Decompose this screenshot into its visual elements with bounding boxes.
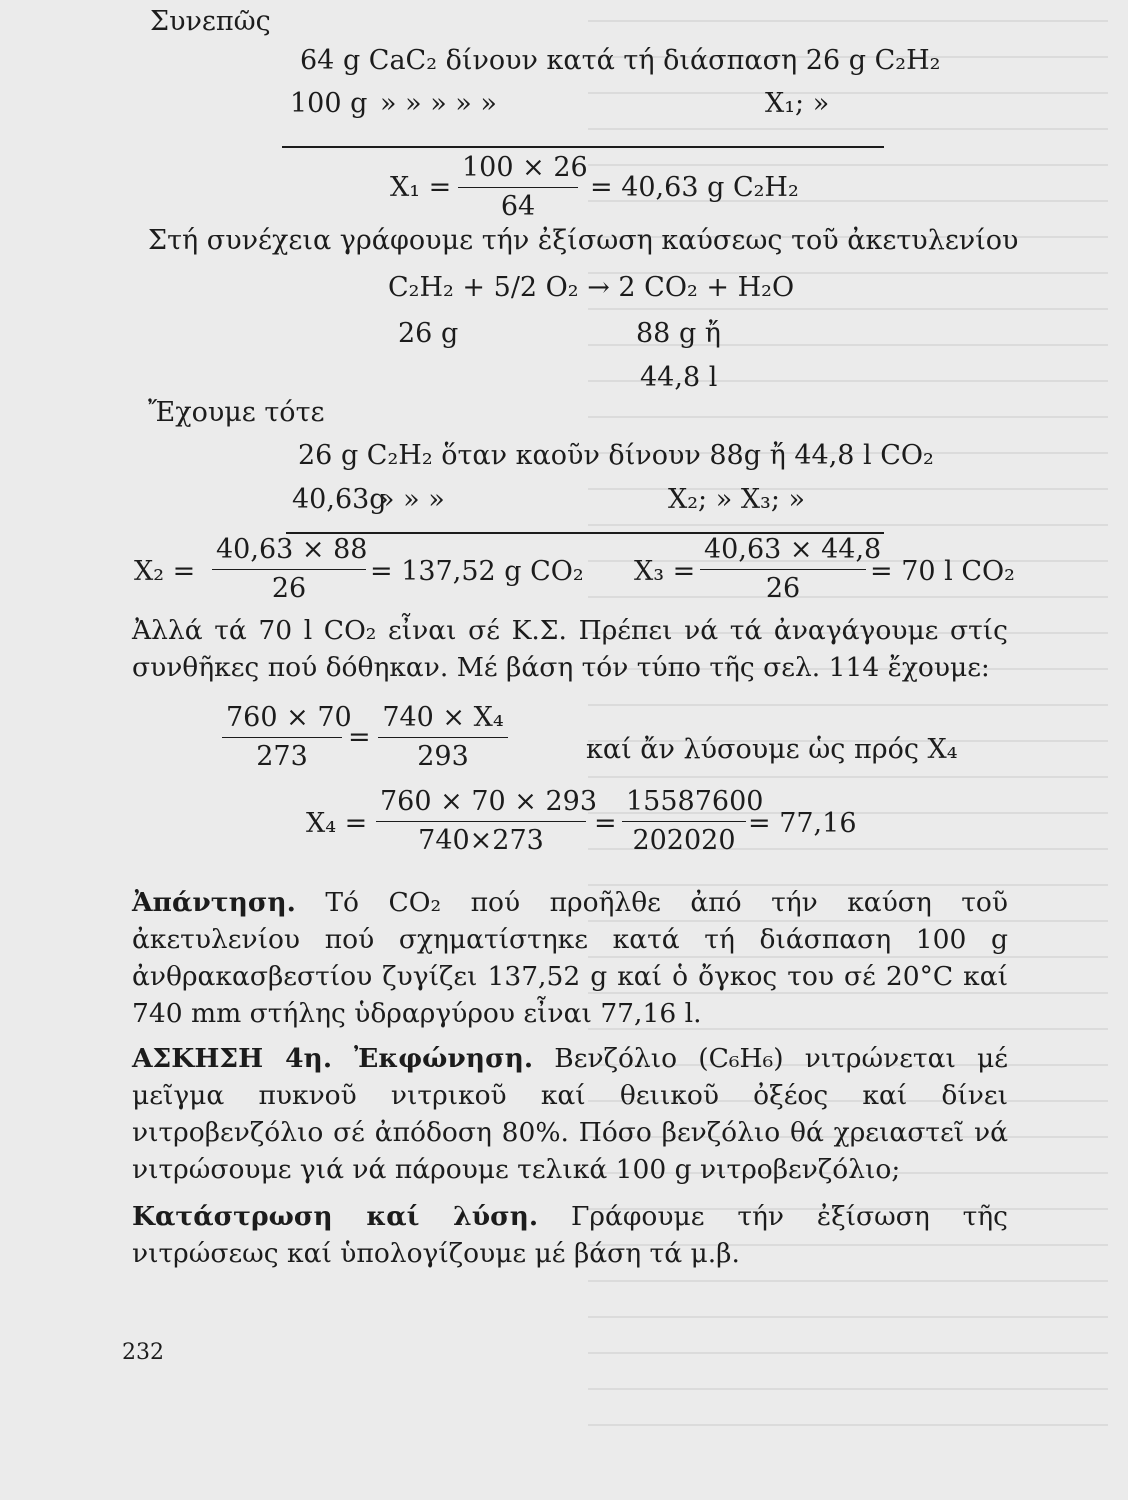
gas-right-denominator: 293: [417, 741, 469, 773]
x4-equals: =: [594, 808, 617, 839]
gas-right-numerator: 740 × X₄: [378, 702, 508, 738]
x4-numerator-2: 15587600: [622, 786, 746, 822]
page-number: 232: [122, 1340, 164, 1365]
ratio1-rule: [282, 146, 884, 148]
ratio2-line1: 26 g C₂H₂ ὅταν καοῦν δίνουν 88g ἤ 44,8 l CO₂: [298, 440, 934, 471]
ratio2-line2-left: 40,63g: [292, 484, 387, 515]
x4-result: = 77,16: [748, 808, 857, 839]
x3-fraction: [700, 534, 882, 606]
combustion-equation: C₂H₂ + 5/2 O₂ → 2 CO₂ + H₂O: [388, 272, 795, 303]
solution-paragraph: [132, 1198, 1008, 1272]
x4-numerator-1: 760 × 70 × 293: [376, 786, 586, 822]
answer-paragraph: [132, 884, 1008, 1032]
then-text: Ἔχουμε τότε: [148, 397, 325, 428]
exercise4-text: Βενζόλιο (C₆H₆) νιτρώνεται μέ μεῖγμα πυκνοῦ νιτρικοῦ καί θειικοῦ ὀξέος καί δίνει νιτροβενζόλιο σέ ἀπόδοση 80%. Πόσο βενζόλιο θά χρειαστεῖ νά νιτρώσουμε γιά νά πάρουμε τελικά 100 g νιτροβενζόλιο;: [132, 1043, 1008, 1185]
solution-label: Κατάστρωση καί λύση.: [132, 1201, 539, 1232]
exercise4-label: ΑΣΚΗΣΗ 4η. Ἐκφώνηση.: [132, 1043, 534, 1074]
combustion-intro: Στή συνέχεια γράφουμε τήν ἐξίσωση καύσεως τοῦ ἀκετυλενίου: [148, 225, 1019, 256]
x4-denominator-1: 740×273: [418, 825, 544, 857]
exercise4-paragraph: [132, 1040, 1008, 1188]
ratio1-line2-right: X₁; »: [765, 88, 830, 119]
gas-right-fraction: [378, 702, 508, 774]
x3-denominator: 26: [765, 573, 801, 605]
x3-lhs: X₃ =: [634, 556, 696, 587]
x1-fraction: [458, 152, 588, 224]
equation-volume-co2: 44,8 l: [640, 362, 718, 393]
x2-numerator: 40,63 × 88: [212, 534, 366, 570]
x4-fraction-1: [376, 786, 598, 858]
x2-result: = 137,52 g CO₂: [370, 556, 584, 587]
ratio2-line2-dittos: » » »: [378, 484, 445, 515]
gas-left-fraction: [222, 702, 352, 774]
x2-fraction: [212, 534, 366, 606]
answer-text: Τό CO₂ πού προῆλθε ἀπό τήν καύση τοῦ ἀκετυλενίου πού σχηματίστηκε κατά τή διάσπαση 100 g ἀνθρακασβεστίου ζυγίζει 137,52 g καί ὁ ὄγκος του σέ 20°C καί 740 mm στήλης ὑδραργύρου εἶναι 77,16 l.: [132, 887, 1008, 1029]
gas-left-denominator: 273: [256, 741, 308, 773]
ratio1-line1: 64 g CaC₂ δίνουν κατά τή διάσπαση 26 g C₂H₂: [300, 45, 941, 76]
conversion-paragraph: Ἀλλά τά 70 l CO₂ εἶναι σέ K.Σ. Πρέπει νά τά ἀναγάγουμε στίς συνθῆκες πού δόθηκαν. Μέ βάση τόν τύπο τῆς σελ. 114 ἔχουμε:: [132, 615, 1008, 683]
x3-numerator: 40,63 × 44,8: [700, 534, 866, 570]
x3-result: = 70 l CO₂: [870, 556, 1015, 587]
x1-result: = 40,63 g C₂H₂: [590, 172, 799, 203]
gas-left-numerator: 760 × 70: [222, 702, 342, 738]
x2-lhs: X₂ =: [134, 556, 196, 587]
equation-mass-c2h2: 26 g: [398, 318, 459, 349]
intro-text: Συνεπῶς: [150, 6, 271, 37]
x4-denominator-2: 202020: [632, 825, 736, 857]
equation-mass-co2: 88 g ἤ: [636, 318, 721, 349]
x1-denominator: 64: [500, 191, 536, 223]
x1-numerator: 100 × 26: [458, 152, 578, 188]
gas-equals: =: [348, 722, 371, 753]
ratio1-line2-left: 100 g: [290, 88, 368, 119]
x4-fraction-2: [622, 786, 764, 858]
answer-label: Ἀπάντηση.: [132, 887, 296, 918]
solution-text: Γράφουμε τήν ἐξίσωση τῆς νιτρώσεως καί ὑπολογίζουμε μέ βάση τά μ.β.: [132, 1201, 1008, 1269]
x4-lhs: X₄ =: [306, 808, 368, 839]
ratio2-line2-right: X₂; » X₃; »: [668, 484, 806, 515]
ratio1-line2-dittos: » » » » »: [380, 88, 497, 119]
x1-lhs: X₁ =: [390, 172, 452, 203]
x2-denominator: 26: [271, 573, 307, 605]
gas-solve-note: καί ἄν λύσουμε ὡς πρός X₄: [586, 734, 958, 765]
